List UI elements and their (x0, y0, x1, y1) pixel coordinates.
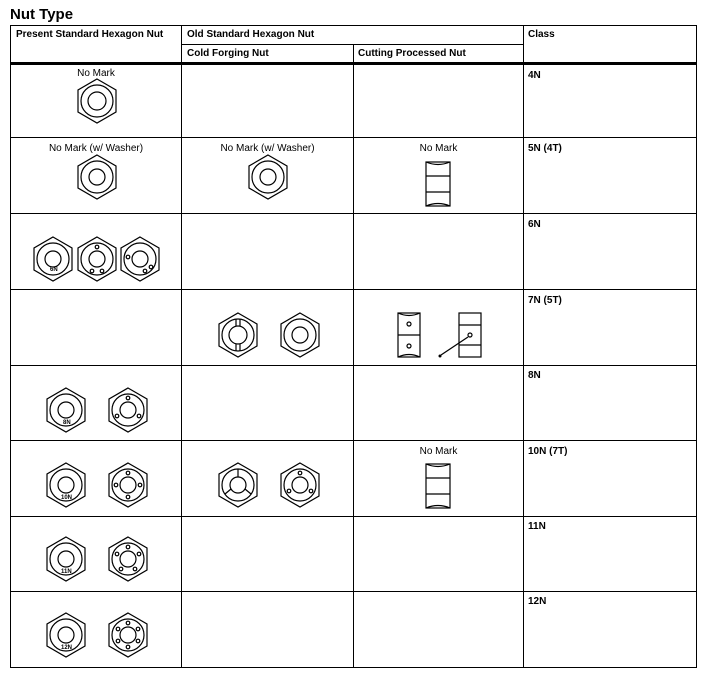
hex-nut-icon (78, 79, 116, 123)
no-mark-note: No Mark (419, 446, 458, 457)
hex-nut-dots-icon (109, 463, 147, 507)
class-label: 11N (528, 521, 546, 532)
nut-marking: 6N (50, 267, 58, 273)
hex-nut-11n-icon (47, 537, 85, 581)
class-label: 4N (528, 70, 541, 81)
class-label: 7N (5T) (528, 295, 562, 306)
hex-nut-grooved-icon (219, 463, 257, 507)
header-cold-forging: Cold Forging Nut (187, 48, 269, 59)
header-old-standard: Old Standard Hexagon Nut (187, 29, 315, 40)
hex-nut-washer-icon (249, 155, 287, 199)
hex-nut-dots-icon (109, 388, 147, 432)
nut-marking: 10N (61, 495, 73, 501)
header-cutting-processed: Cutting Processed Nut (358, 48, 466, 59)
nut-side-view-icon (426, 162, 450, 206)
hex-nut-8n-icon (47, 388, 85, 432)
no-mark-note: No Mark (419, 143, 458, 154)
class-label: 6N (528, 219, 541, 230)
hex-nut-grooved-icon (219, 313, 257, 357)
hex-nut-dots-icon (121, 237, 159, 281)
nut-side-view-marked-icon (439, 313, 482, 358)
nut-illustrations (11, 26, 696, 667)
hex-nut-6n-icon (34, 237, 72, 281)
no-mark-note: No Mark (77, 68, 115, 79)
page-title: Nut Type (10, 6, 74, 23)
header-class: Class (528, 29, 555, 40)
no-mark-note: No Mark (w/ Washer) (48, 143, 144, 154)
class-label: 5N (4T) (528, 143, 562, 154)
nut-type-table (10, 25, 697, 668)
nut-marking: 8N (63, 420, 71, 426)
class-label: 8N (528, 370, 541, 381)
hex-nut-10n-icon (47, 463, 85, 507)
no-mark-note: No Mark (w/ Washer) (220, 143, 315, 154)
hex-nut-icon (281, 313, 319, 357)
hex-nut-dots-icon (109, 537, 147, 581)
hex-nut-dots-icon (281, 463, 319, 507)
nut-side-view-icon (426, 464, 450, 508)
hex-nut-dots-icon (109, 613, 147, 657)
class-label: 12N (528, 596, 547, 607)
nut-marking: 12N (61, 645, 73, 651)
nut-marking: 11N (61, 569, 72, 575)
hex-nut-washer-icon (78, 155, 116, 199)
nut-side-view-dots-icon (398, 313, 420, 357)
hex-nut-dots-icon (78, 237, 116, 281)
hex-nut-12n-icon (47, 613, 85, 657)
header-present-standard: Present Standard Hexagon Nut (16, 29, 164, 40)
class-label: 10N (7T) (528, 446, 568, 457)
